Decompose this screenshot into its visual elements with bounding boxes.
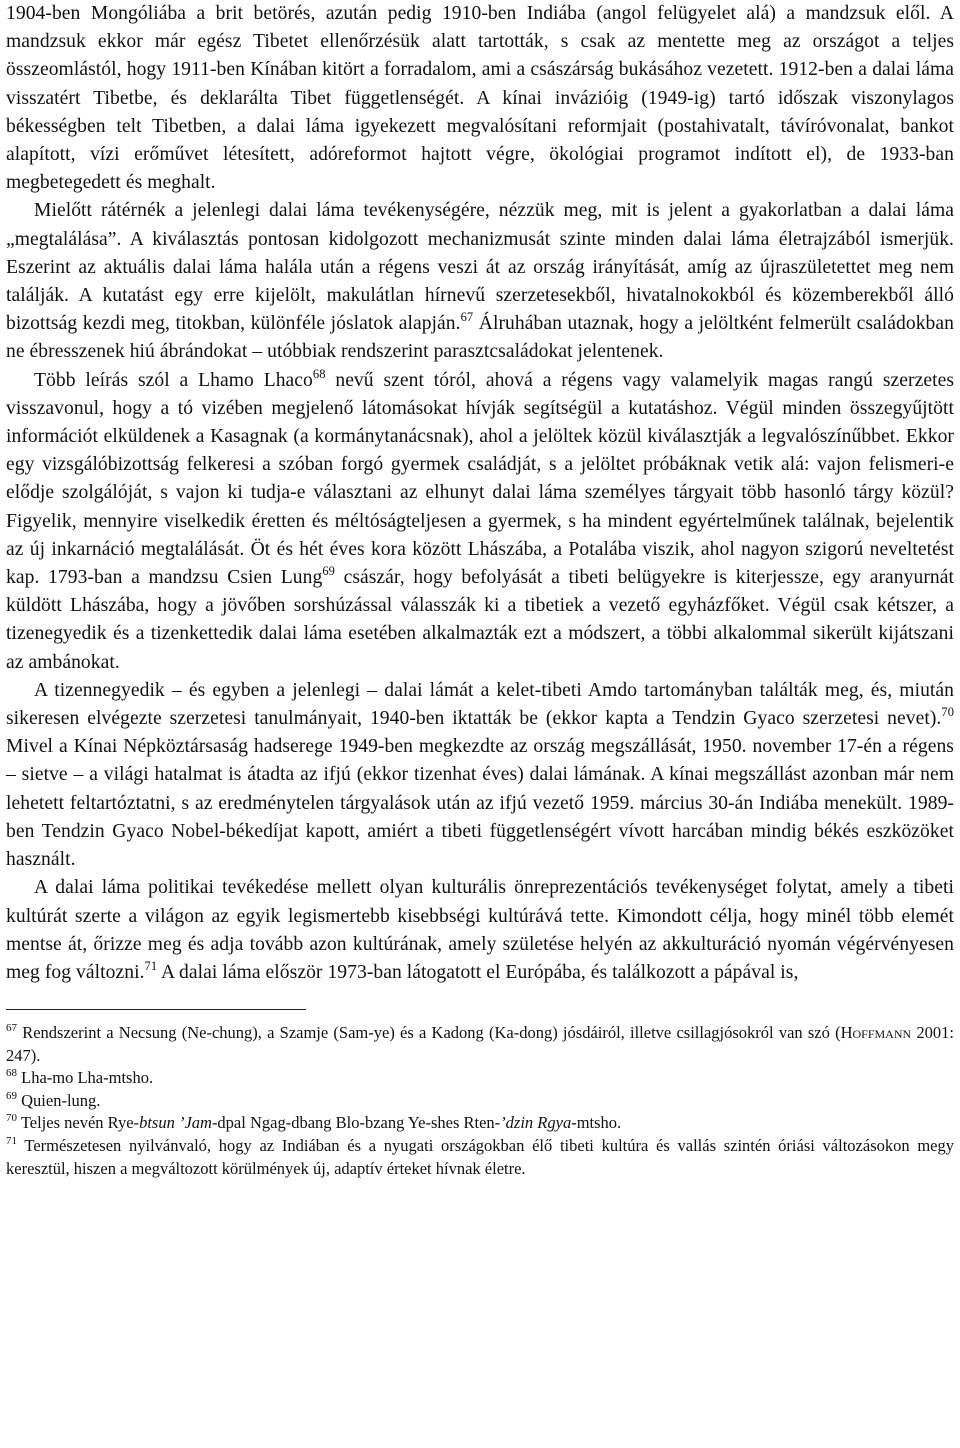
text-run: A dalai láma politikai tevékedése mellett olyan kulturális önreprezentációs tevékenységet folytat, amely a tibeti kultúrát szerte a világon az egyik legismertebb kisebbségi kultúrává tette. Kimondott célja, hogy minél több elemét mentse át, őrizze meg és adja tovább azon kultúrának, amely születése helyén az akkulturáció nyomán végérvényesen meg fog változni. xyxy=(6,877,954,983)
text-run: Mielőtt rátérnék a jelenlegi dalai láma tevékenységére, nézzük meg, mit is jelent a gyakorlatban a dalai láma „megtalálása”. A kiválasztás pontosan kidolgozott mechanizmusát szinte minden dalai láma életrajzából ismerjük. Eszerint az aktuális dalai láma halála után a régens veszi át az ország irányítását, amíg az újraszületettet meg nem találják. A kutatást egy erre kijelölt, makulátlan hírnevű szerzetesekből, hivatalnokokból és közemberekből álló bizottság kezdi meg, titokban, különféle jóslatok alapján. xyxy=(6,200,954,335)
footnote xyxy=(6,1090,954,1113)
footnote-reference: 70 xyxy=(941,705,954,720)
text-run: császár, hogy befolyását a tibeti belügyekre is kiterjessze, egy aranyurnát küldött Lhászába, hogy a jövőben sorshúzással válasszák ki a tibetiek a vezető egyházfőket. Végül csak kétszer, a tizenegyedik és a tizenkettedik dalai láma esetében alkalmazták ezt a módszert, a többi alkalommal sikerült kijátszani az ambánokat. xyxy=(6,567,954,673)
footnote-reference: 69 xyxy=(322,564,335,579)
text-run: Álruhában utaznak, hogy a jelöltként felmerült családokban ne ébresszenek hiú ábrándokat – utóbbiak rendszerint parasztcsaládokat jelentenek. xyxy=(6,313,954,363)
text-run: Rendszerint a Necsung (Ne-chung), a Szamje (Sam-ye) és a Kadong (Ka-dong) jósdáiról, illetve csillagjósokról van szó (H xyxy=(17,1023,853,1043)
footnote xyxy=(6,1067,954,1090)
text-run: -dpal Ngag-dbang Blo-bzang Ye-shes Rten- xyxy=(211,1113,501,1133)
text-run: Mivel a Kínai Népköztársaság hadserege 1949-ben megkezdte az ország megszállását, 1950. november 17-én a régens – sietve – a világi hatalmat is átadta az ifjú (ekkor tizenhat éves) dalai lámának. A kínai megszállást azonban már nem lehetett feltartóztatni, s az eredménytelen tárgyalások után az ifjú vezető 1959. március 30-án Indiába menekült. 1989-ben Tendzin Gyaco Nobel-békedíjat kapott, amiért a tibeti függetlenségért vívott harcában mindig békés eszközöket használt. xyxy=(6,736,954,871)
text-run: Természetesen nyilvánvaló, hogy az Indiában és a nyugati országokban élő tibeti kultúra és vallás szintén óriási változásokon megy keresztül, hiszen a megváltozott körülmények új, adaptív érteket hívnak életre. xyxy=(6,1136,954,1178)
small-caps-text: offmann xyxy=(852,1023,912,1043)
text-run: 2001: 247). xyxy=(6,1023,954,1065)
footnote-number: 69 xyxy=(6,1089,17,1102)
paragraph xyxy=(6,197,954,366)
footnote-reference: 68 xyxy=(312,366,326,381)
text-run: A tizennegyedik – és egyben a jelenlegi – dalai lámát a kelet-tibeti Amdo tartományban találták meg, és, miután sikeresen elvégezte szerzetesi tanulmányait, 1940-ben iktatták be (ekkor kapta a Tendzin Gyaco szerzetesi nevet). xyxy=(6,679,954,730)
footnote-number: 70 xyxy=(6,1112,17,1125)
italic-text: btsun ’Jam xyxy=(139,1113,212,1133)
text-run: Teljes nevén Rye- xyxy=(17,1113,140,1133)
footnote xyxy=(6,1112,954,1135)
text-run: A dalai láma először 1973-ban látogatott el Európába, és találkozott a pápával is, xyxy=(157,961,799,983)
italic-text: ’dzin Rgya xyxy=(500,1113,572,1133)
text-run: -mtsho. xyxy=(571,1113,622,1133)
text-run: nevű szent tóról, ahová a régens vagy valamelyik magas rangú szerzetes visszavonul, hogy a tó vizében megjelenő látomásokat hívják segítségül a kutatáshoz. Végül minden összegyűjtött információt elküldenek a Kasagnak (a kormánytanácsnak), ahol a jelöltek közül kiválasztják a legvalószínűbbet. Ekkor egy vizsgálóbizottság felkeresi a szóban forgó gyermek családját, s a jelöltet próbáknak vetik alá: vajon felismeri-e elődje szolgálóját, s vajon ki tudja-e választani az elhunyt dalai láma személyes tárgyait több hasonló tárgy közül? Figyelik, mennyire viselkedik éretten és méltóságteljesen a gyermek, s ha mindent egyértelműnek találnak, bejelentik az új inkarnáció megtalálását. Öt és hét éves kora között Lhászába, a Potalába viszik, ahol nagyon szigorú neveltetést kap. 1793-ban a mandzsu Csien Lung xyxy=(6,369,955,589)
paragraph xyxy=(6,874,954,987)
footnote xyxy=(6,1022,954,1067)
paragraph xyxy=(6,367,954,677)
footnote-number: 68 xyxy=(6,1067,17,1080)
footnote-reference: 67 xyxy=(460,310,474,325)
footnote-number: 67 xyxy=(6,1022,17,1035)
paragraph xyxy=(6,0,954,197)
footnote-reference: 71 xyxy=(144,958,158,973)
footnote xyxy=(6,1135,954,1180)
footnotes xyxy=(6,1022,954,1180)
text-run: Lha-mo Lha-mtsho. xyxy=(17,1068,154,1088)
text-run: Több leírás szól a Lhamo Lhaco xyxy=(34,369,313,391)
text-run: 1904-ben Mongóliába a brit betörés, azután pedig 1910-ben Indiába (angol felügyelet alá) a mandzsuk elől. A mandzsuk ekkor már egész Tibetet ellenőrzésük alatt tartották, s csak az mentette meg az országot a teljes összeomlástól, hogy 1911-ben Kínában kitört a forradalom, ami a császárság bukásához vezetett. 1912-ben a dalai láma visszatért Tibetbe, és deklarálta Tibet függetlenségét. A kínai invázióig (1949-ig) tartó időszak viszonylagos békességben telt Tibetben, a dalai láma igyekezett megvalósítani reformjait (postahivatalt, távíróvonalat, bankot alapított, vízi erőművet létesített, adóreformot hajtott végre, ökológiai programot indított el), de 1933-ban megbetegedett és meghalt. xyxy=(6,3,954,194)
paragraph xyxy=(6,677,954,874)
footnote-number: 71 xyxy=(6,1135,17,1148)
footnote-separator xyxy=(6,1009,306,1010)
text-run: Quien-lung. xyxy=(17,1090,101,1110)
body-text xyxy=(6,0,954,987)
